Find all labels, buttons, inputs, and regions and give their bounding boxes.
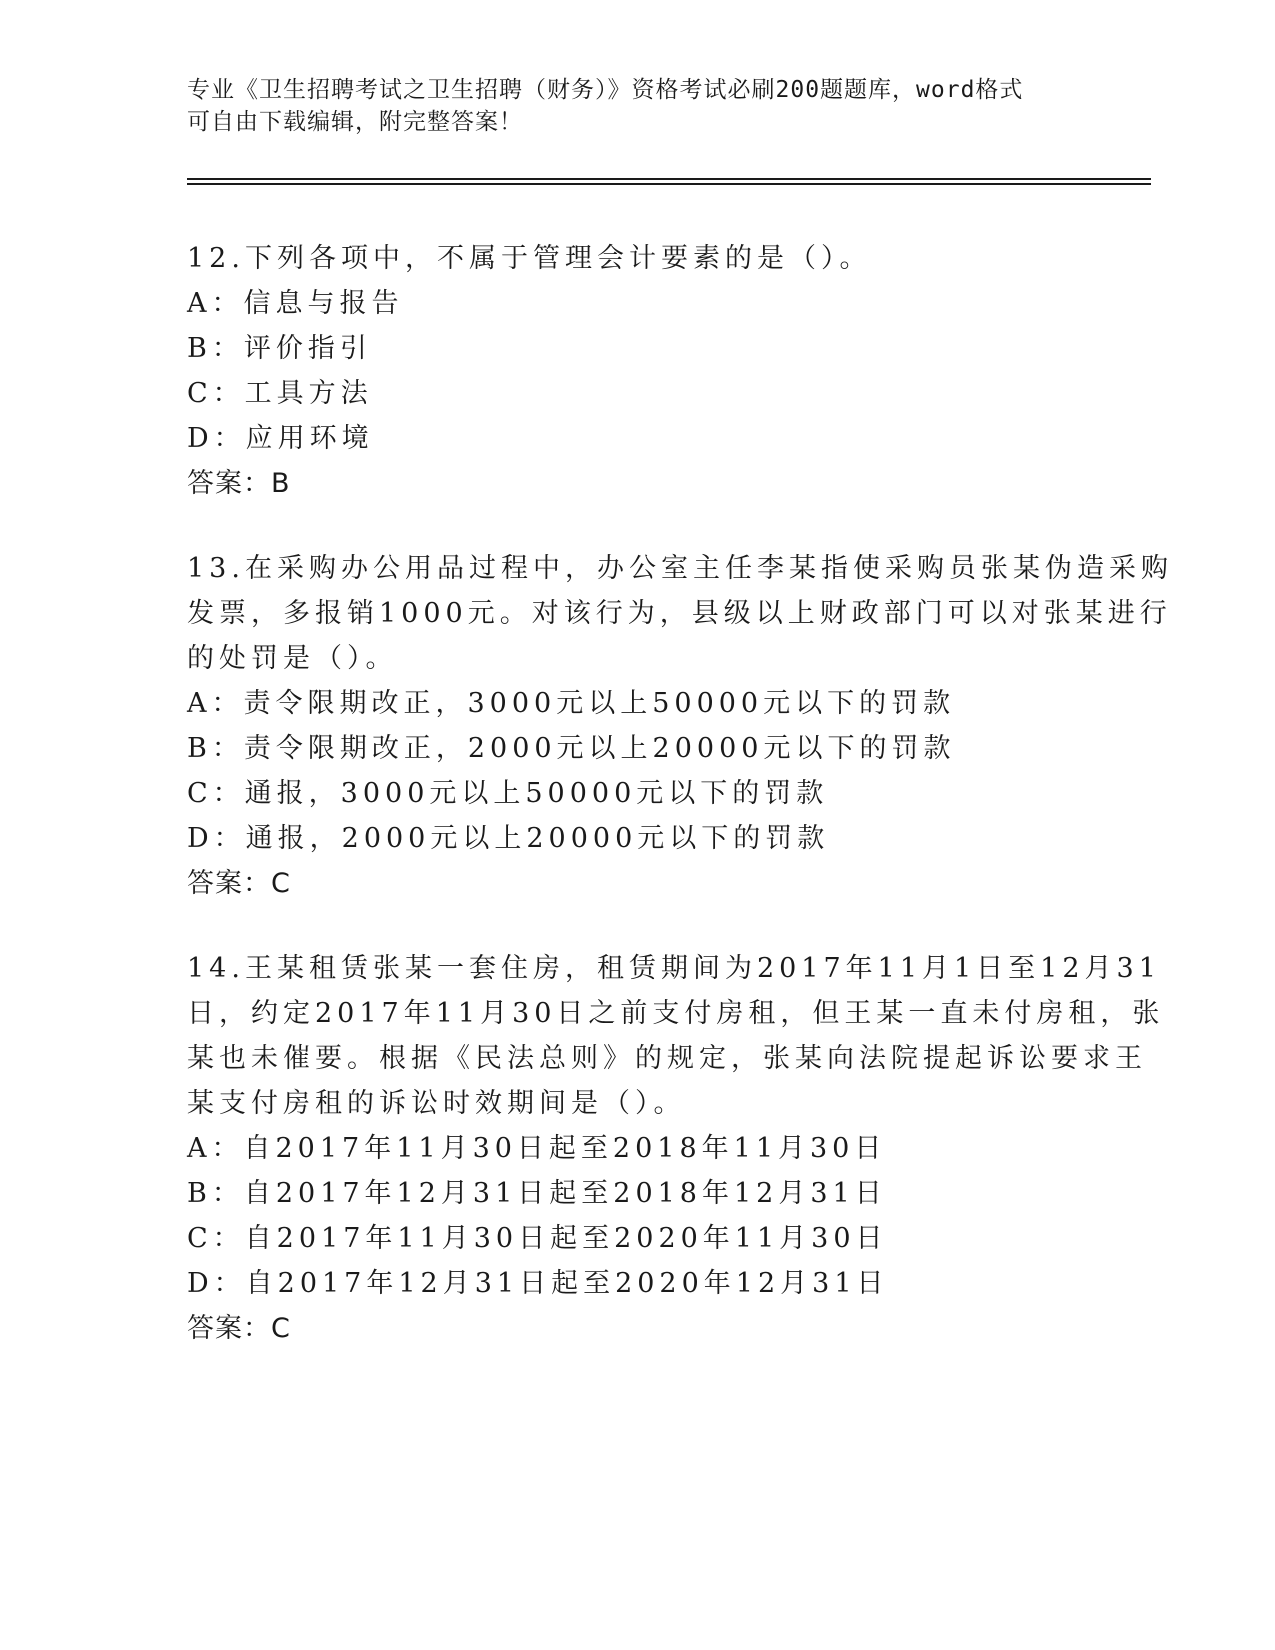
question-stem-line-2: 日，约定2017年11月30日之前支付房租，但王某一直未付房租，张 — [187, 998, 1165, 1029]
option-d: D：通报，2000元以上20000元以下的罚款 — [187, 823, 830, 854]
answer-text: 答案：B — [187, 468, 291, 499]
option-d: D：应用环境 — [187, 423, 374, 454]
option-a: A：自2017年11月30日起至2018年11月30日 — [187, 1133, 887, 1164]
question-stem-line-1: 14.王某租赁张某一套住房，租赁期间为2017年11月1日至12月31 — [187, 953, 1161, 984]
option-a: A：责令限期改正，3000元以上50000元以下的罚款 — [187, 688, 956, 719]
option-c: C：自2017年11月30日起至2020年11月30日 — [187, 1223, 888, 1254]
answer-text: 答案：C — [187, 868, 291, 899]
question-stem-line-3: 的处罚是（）。 — [187, 643, 398, 674]
header-line-2: 可自由下载编辑，附完整答案！ — [187, 109, 523, 135]
option-b: B：评价指引 — [187, 333, 372, 364]
option-b: B：责令限期改正，2000元以上20000元以下的罚款 — [187, 733, 956, 764]
question-stem-line-1: 13.在采购办公用品过程中，办公室主任李某指使采购员张某伪造采购 — [187, 553, 1173, 584]
header-divider-top — [187, 178, 1151, 180]
question-14 — [187, 946, 1165, 1351]
option-d: D：自2017年12月31日起至2020年12月31日 — [187, 1268, 889, 1299]
document-header — [187, 74, 1087, 138]
answer-text: 答案：C — [187, 1313, 291, 1344]
question-stem: 12.下列各项中，不属于管理会计要素的是（）。 — [187, 243, 872, 274]
question-13 — [187, 546, 1173, 906]
question-list — [187, 236, 1173, 1391]
header-divider-bottom — [187, 183, 1151, 185]
question-stem-line-3: 某也未催要。根据《民法总则》的规定，张某向法院提起诉讼要求王 — [187, 1043, 1147, 1074]
question-stem-line-2: 发票，多报销1000元。对该行为，县级以上财政部门可以对张某进行 — [187, 598, 1172, 629]
question-12 — [187, 236, 1087, 506]
option-a: A：信息与报告 — [187, 288, 404, 319]
question-stem-line-4: 某支付房租的诉讼时效期间是（）。 — [187, 1088, 686, 1119]
option-c: C：工具方法 — [187, 378, 373, 409]
option-b: B：自2017年12月31日起至2018年12月31日 — [187, 1178, 887, 1209]
header-line-1: 专业《卫生招聘考试之卫生招聘（财务）》资格考试必刷200题题库，word格式 — [187, 77, 1024, 103]
option-c: C：通报，3000元以上50000元以下的罚款 — [187, 778, 829, 809]
